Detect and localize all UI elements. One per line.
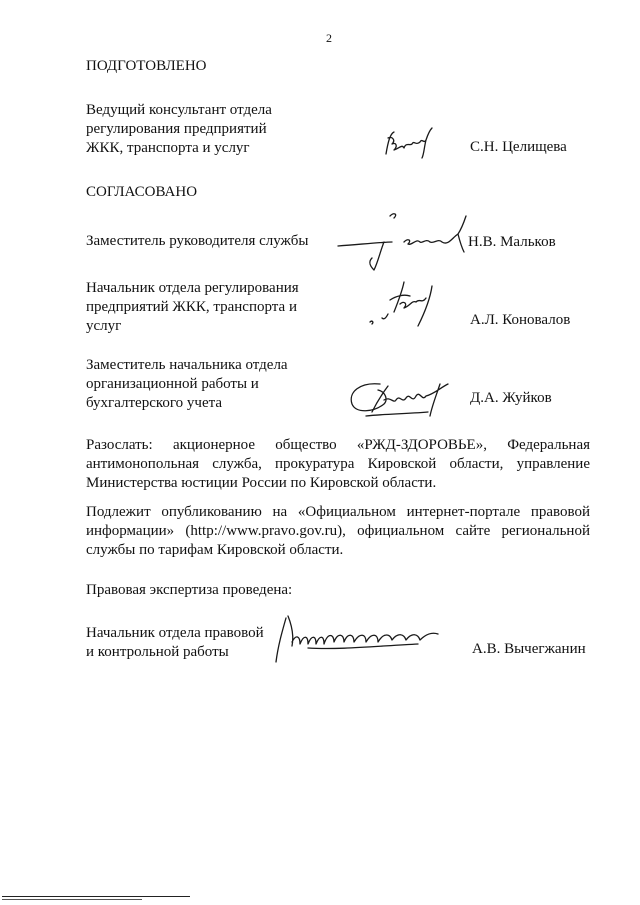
agreed-person-1-name: Н.В. Мальков [468, 234, 556, 250]
distribution-line: Разослать: акционерное общество «РЖД-ЗДОРОВЬЕ», Федеральная [86, 437, 590, 453]
publication-line: службы по тарифам Кировской области. [86, 542, 344, 558]
prepared-position [86, 101, 272, 158]
agreed-heading: СОГЛАСОВАНО [86, 184, 198, 200]
page-number: 2 [326, 31, 332, 45]
position-line: Заместитель руководителя службы [86, 233, 309, 249]
publication-paragraph [86, 503, 590, 560]
agreed-person-3-position [86, 356, 288, 413]
distribution-line: антимонопольная служба, прокуратура Кировской области, управление [86, 456, 590, 472]
prepared-name: С.Н. Целищева [470, 139, 567, 155]
footer-rule-secondary [2, 899, 142, 900]
agreed-person-2-position [86, 279, 299, 336]
position-line: предприятий ЖКК, транспорта и [86, 299, 297, 315]
prepared-position-line: Ведущий консультант отдела [86, 102, 272, 118]
agreed-person-2-name: А.Л. Коновалов [470, 312, 571, 328]
legal-review-heading: Правовая экспертиза проведена: [86, 582, 293, 598]
prepared-position-line: ЖКК, транспорта и услуг [86, 140, 250, 156]
position-line: услуг [86, 318, 122, 334]
distribution-paragraph [86, 436, 590, 493]
footer-rule [2, 896, 190, 897]
signature-malkov [334, 208, 484, 274]
position-line: бухгалтерского учета [86, 395, 223, 411]
signature-vychegzhanin [268, 612, 444, 666]
signature-tselishcheva [380, 126, 440, 160]
agreed-person-1-position [86, 232, 308, 251]
position-line: Заместитель начальника отдела [86, 357, 288, 373]
agreed-person-3-name: Д.А. Жуйков [470, 390, 552, 406]
prepared-heading: ПОДГОТОВЛЕНО [86, 58, 207, 74]
distribution-line: Министерства юстиции России по Кировской области. [86, 475, 437, 491]
position-line: Начальник отдела регулирования [86, 280, 299, 296]
position-line: Начальник отдела правовой [86, 625, 264, 641]
prepared-position-line: регулирования предприятий [86, 121, 267, 137]
signature-zhuikov [344, 374, 454, 420]
publication-line: Подлежит опубликованию на «Официальном интернет-портале правовой [86, 504, 590, 520]
publication-line: информации» (http://www.pravo.gov.ru), официальном сайте региональной [86, 523, 590, 539]
position-line: и контрольной работы [86, 644, 229, 660]
signature-konovalov [366, 278, 446, 334]
legal-review-position [86, 624, 264, 662]
legal-review-name: А.В. Вычегжанин [472, 641, 586, 657]
position-line: организационной работы и [86, 376, 259, 392]
